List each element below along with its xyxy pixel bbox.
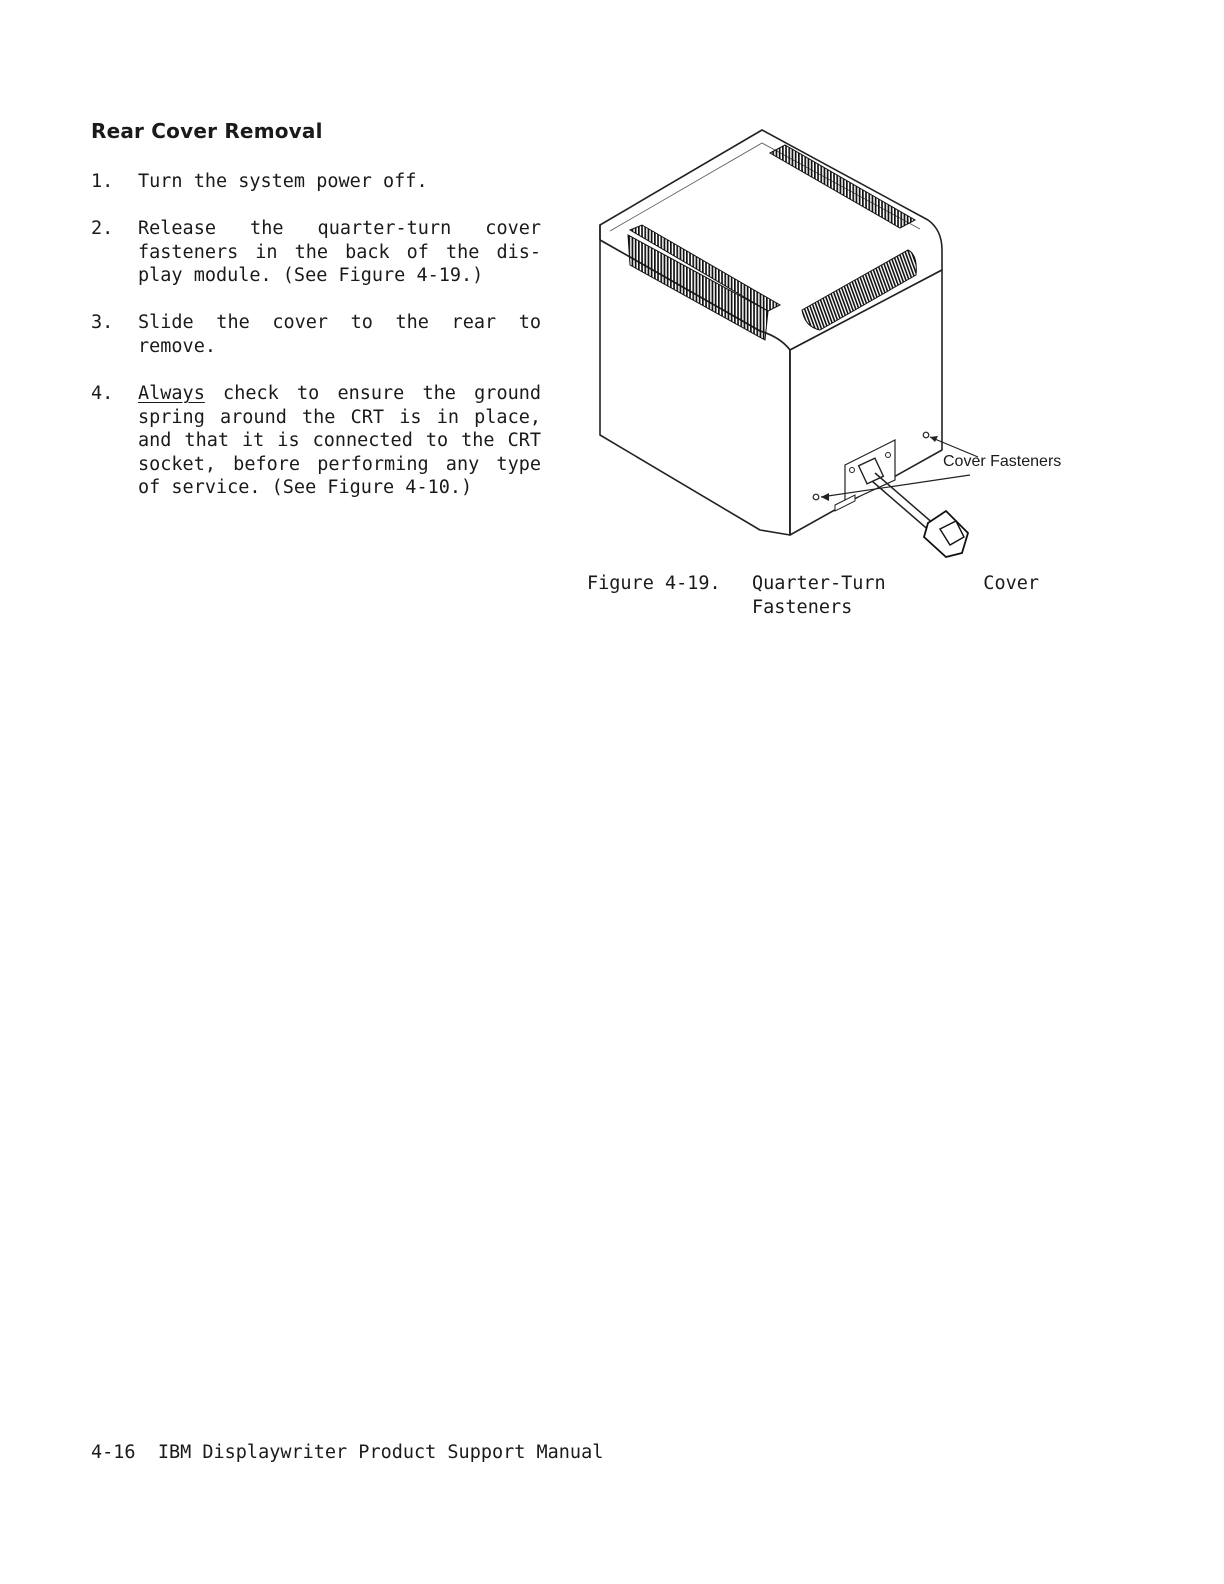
step-number: 3.	[91, 312, 114, 334]
step-4	[91, 382, 541, 500]
page-footer: 4-16 IBM Displaywriter Product Support Manual	[91, 1442, 604, 1463]
section-heading: Rear Cover Removal	[91, 119, 323, 143]
step-text	[138, 382, 541, 500]
step-3	[91, 311, 541, 358]
step-text-rest: check to ensure the ground spring around the CRT is in place, and that it is connected to the CRT socket, before performing any type of service. (See Figure 4-10.)	[138, 383, 541, 499]
step-2	[91, 217, 541, 288]
step-text: Turn the system power off.	[138, 171, 428, 192]
figure-4-19	[590, 125, 1080, 565]
step-number: 4.	[91, 383, 114, 405]
figure-caption-label: Figure 4-19.	[587, 573, 721, 594]
step-text: Release the quarter-turn cover fasteners in the back of the dis-play module. (See Figure 4-19.)	[138, 218, 541, 287]
figure-caption-text: Quarter-Turn Cover Fasteners	[752, 573, 1039, 618]
procedure-steps	[91, 170, 541, 524]
figure-callout-label: Cover Fasteners	[943, 453, 1062, 470]
fastener-icon	[923, 432, 929, 438]
step-number: 2.	[91, 218, 114, 240]
power-plug	[924, 511, 968, 557]
fastener-icon	[813, 494, 819, 500]
power-cord-line	[872, 481, 932, 533]
figure-caption	[587, 572, 1039, 620]
step-emphasis: Always	[138, 383, 205, 405]
step-1	[91, 170, 541, 194]
display-module-illustration	[590, 125, 1080, 565]
power-cord-line	[875, 473, 935, 525]
step-text: Slide the cover to the rear to remove.	[138, 312, 541, 357]
step-number: 1.	[91, 171, 114, 192]
